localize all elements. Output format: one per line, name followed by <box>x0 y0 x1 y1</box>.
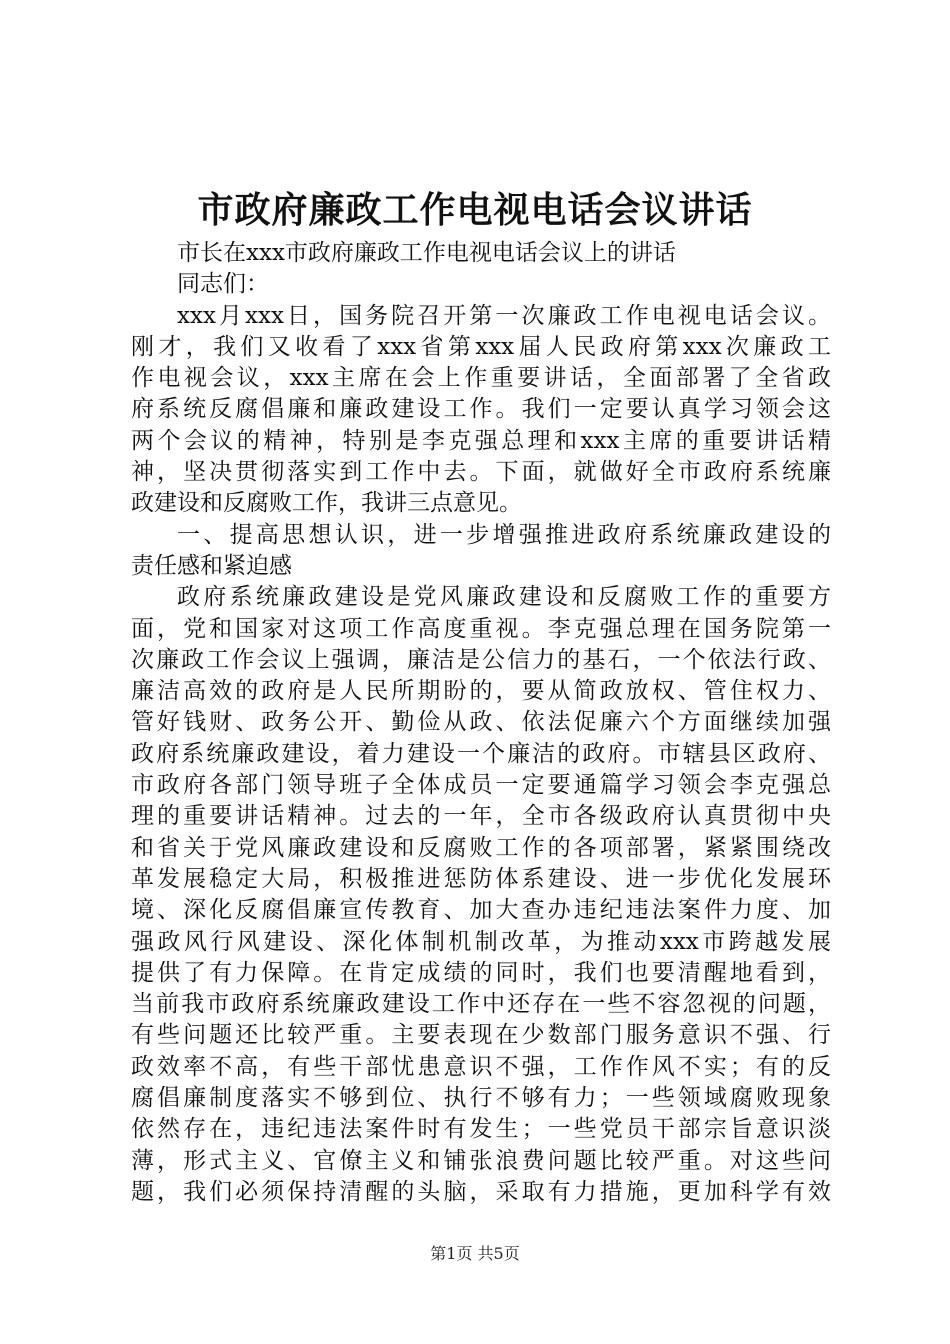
paragraph-line: xxx月xxx日，国务院召开第一次廉政工作电视电话会议。 <box>177 302 831 329</box>
paragraph-line: 刚才，我们又收看了xxx省第xxx届人民政府第xxx次廉政工 <box>131 333 831 360</box>
paragraph-line: 政效率不高，有些干部忧患意识不强，工作作风不实；有的反 <box>131 1053 831 1080</box>
paragraph-line: 和省关于党风廉政建设和反腐败工作的各项部署，紧紧围绕改 <box>131 834 831 861</box>
paragraph-line: 革发展稳定大局，积极推进惩防体系建设、进一步优化发展环 <box>131 865 831 892</box>
paragraph-line: 强政风行风建设、深化体制机制改革，为推动xxx市跨越发展 <box>131 928 831 955</box>
paragraph-line: 面，党和国家对这项工作高度重视。李克强总理在国务院第一 <box>131 615 831 642</box>
paragraph-line: 理的重要讲话精神。过去的一年，全市各级政府认真贯彻中央 <box>131 803 831 830</box>
paragraph-line: 依然存在，违纪违法案件时有发生；一些党员干部宗旨意识淡 <box>131 1116 831 1143</box>
paragraph-line: 神，坚决贯彻落实到工作中去。下面，就做好全市政府系统廉 <box>131 459 831 486</box>
paragraph-line: 管好钱财、政务公开、勤俭从政、依法促廉六个方面继续加强 <box>131 709 831 736</box>
paragraph-line: 廉洁高效的政府是人民所期盼的，要从简政放权、管住权力、 <box>131 678 831 705</box>
document-title: 市政府廉政工作电视电话会议讲话 <box>197 189 753 231</box>
section-heading-line: 一、提高思想认识，进一步增强推进政府系统廉政建设的 <box>177 521 831 548</box>
paragraph-line: 政府系统廉政建设，着力建设一个廉洁的政府。市辖县区政府、 <box>131 740 831 767</box>
paragraph-line: 次廉政工作会议上强调，廉洁是公信力的基石，一个依法行政、 <box>131 646 831 673</box>
paragraph-line: 市政府各部门领导班子全体成员一定要通篇学习领会李克强总 <box>131 772 831 799</box>
paragraph-line: 腐倡廉制度落实不够到位、执行不够有力；一些领域腐败现象 <box>131 1085 831 1112</box>
paragraph-line: 两个会议的精神，特别是李克强总理和xxx主席的重要讲话精 <box>131 427 831 454</box>
paragraph-line: 府系统反腐倡廉和廉政建设工作。我们一定要认真学习领会这 <box>131 396 831 423</box>
page-footer: 第1页 共5页 <box>430 1244 520 1263</box>
paragraph-line: 有些问题还比较严重。主要表现在少数部门服务意识不强、行 <box>131 1022 831 1049</box>
document-body <box>131 238 831 1208</box>
paragraph-line: 题，我们必须保持清醒的头脑，采取有力措施，更加科学有效 <box>131 1178 831 1205</box>
paragraph-line: 当前我市政府系统廉政建设工作中还存在一些不容忽视的问题， <box>131 991 831 1018</box>
salutation-line: 同志们： <box>177 271 269 298</box>
paragraph-line: 薄，形式主义、官僚主义和铺张浪费问题比较严重。对这些问 <box>131 1147 831 1174</box>
paragraph-line: 提供了有力保障。在肯定成绩的同时，我们也要清醒地看到， <box>131 959 831 986</box>
paragraph-line: 政建设和反腐败工作，我讲三点意见。 <box>131 490 522 517</box>
subtitle-line: 市长在xxx市政府廉政工作电视电话会议上的讲话 <box>177 240 676 266</box>
paragraph-line: 境、深化反腐倡廉宣传教育、加大查办违纪违法案件力度、加 <box>131 897 831 924</box>
section-heading-line: 责任感和紧迫感 <box>131 552 292 579</box>
paragraph-line: 政府系统廉政建设是党风廉政建设和反腐败工作的重要方 <box>177 584 831 611</box>
paragraph-line: 作电视会议，xxx主席在会上作重要讲话，全面部署了全省政 <box>131 365 831 392</box>
